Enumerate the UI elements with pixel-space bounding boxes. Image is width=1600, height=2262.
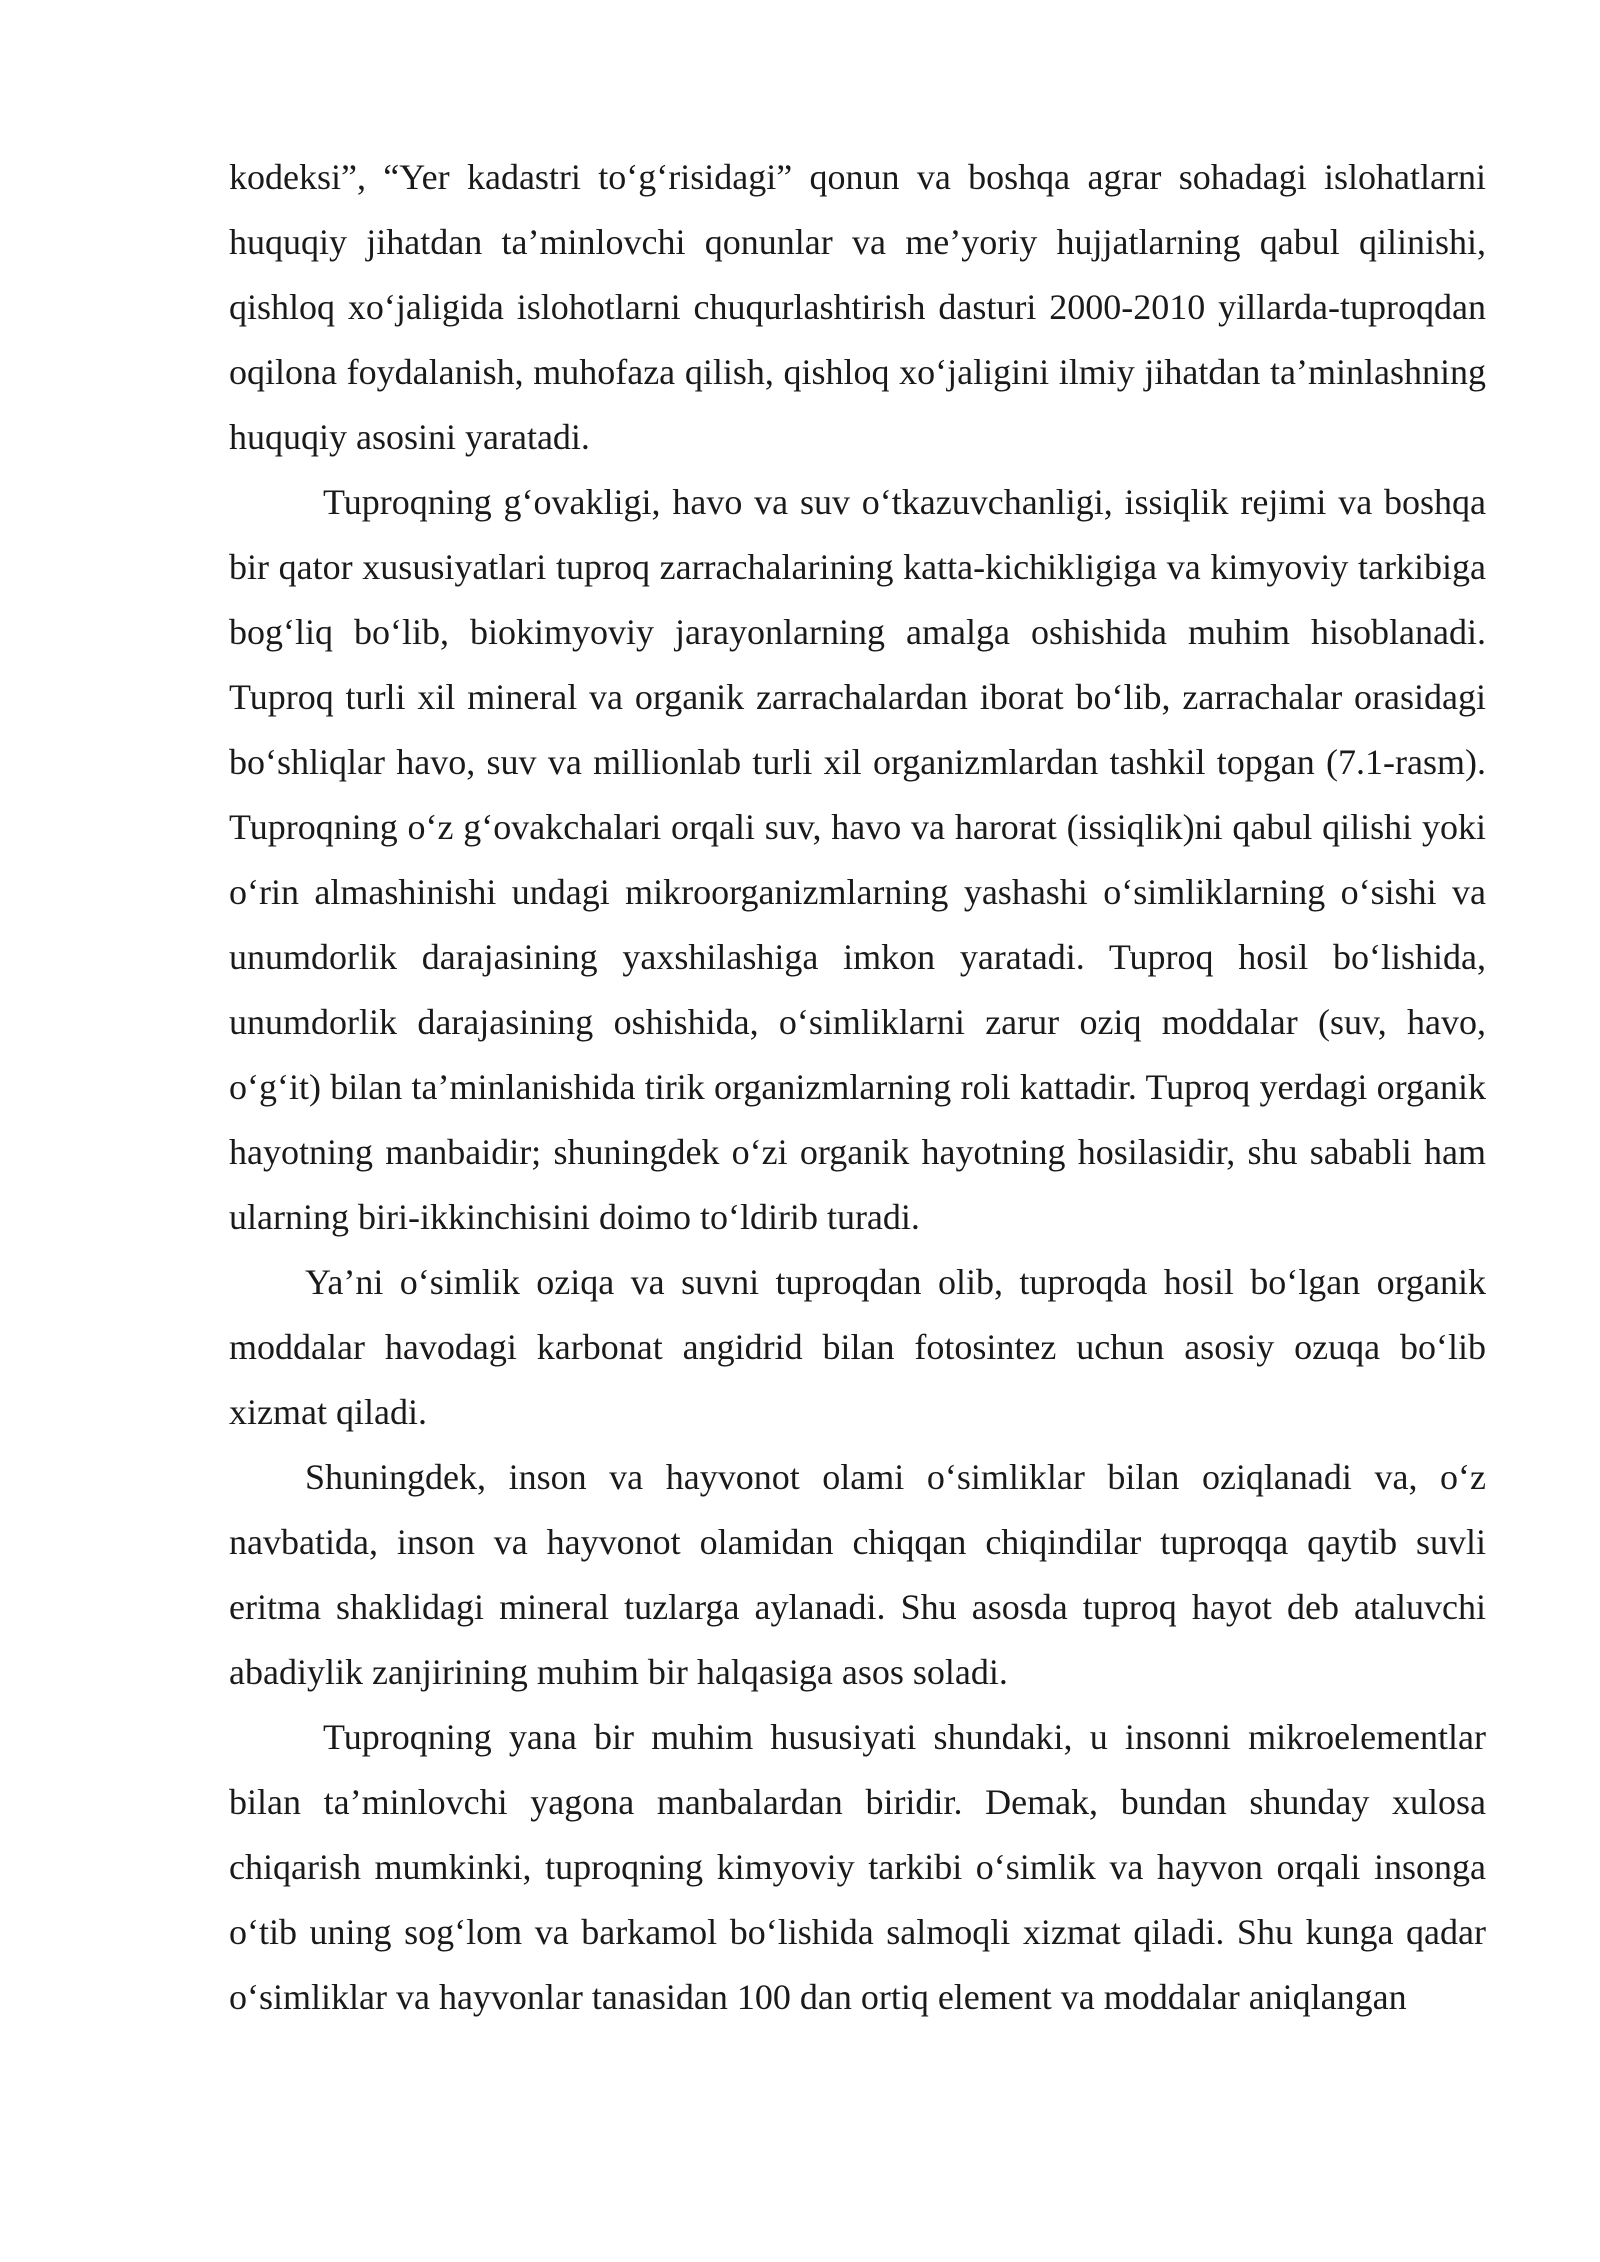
document-page — [229, 145, 1486, 2030]
paragraph-plant-nutrition: Ya’ni o‘simlik oziqa va suvni tuproqdan olib, tuproqda hosil bo‘lgan organik moddalar havodagi karbonat angidrid bilan fotosintez uchun asosiy ozuqa bo‘lib xizmat qiladi. — [229, 1262, 1486, 1432]
paragraph-life-cycle: Shuningdek, inson va hayvonot olami o‘simliklar bilan oziqlanadi va, o‘z navbatida, inson va hayvonot olamidan chiqqan chiqindilar tuproqqa qaytib suvli eritma shaklidagi mineral tuzlarga aylanadi. Shu asosda tuproq hayot deb ataluvchi abadiylik zanjirining muhim bir halqasiga asos soladi. — [229, 1457, 1486, 1692]
paragraph-microelements: Tuproqning yana bir muhim hususiyati shundaki, u insonni mikroelementlar bilan ta’minlovchi yagona manbalardan biridir. Demak, bundan shunday xulosa chiqarish mumkinki, tuproqning kimyoviy tarkibi o‘simlik va hayvon orqali insonga o‘tib uning sog‘lom va barkamol bo‘lishida salmoqli xizmat qiladi. Shu kunga qadar o‘simliklar va hayvonlar tanasidan 100 dan ortiq element va moddalar aniqlangan — [229, 1717, 1486, 2017]
paragraph-continuation: kodeksi”, “Yer kadastri to‘g‘risidagi” qonun va boshqa agrar sohadagi islohatlarni huquqiy jihatdan ta’minlovchi qonunlar va me’yoriy hujjatlarning qabul qilinishi, qishloq xo‘jaligida islohotlarni chuqurlashtirish dasturi 2000-2010 yillarda-tuproqdan oqilona foydalanish, muhofaza qilish, qishloq xo‘jaligini ilmiy jihatdan ta’minlashning huquqiy asosini yaratadi. — [229, 157, 1486, 457]
paragraph-soil-porosity: Tuproqning g‘ovakligi, havo va suv o‘tkazuvchanligi, issiqlik rejimi va boshqa bir qator xususiyatlari tuproq zarrachalarining katta-kichikligiga va kimyoviy tarkibiga bog‘liq bo‘lib, biokimyoviy jarayonlarning amalga oshishida muhim hisoblanadi. Tuproq turli xil mineral va organik zarrachalardan iborat bo‘lib, zarrachalar orasidagi bo‘shliqlar havo, suv va millionlab turli xil organizmlardan tashkil topgan (7.1-rasm). Tuproqning o‘z g‘ovakchalari orqali suv, havo va harorat (issiqlik)ni qabul qilishi yoki o‘rin almashinishi undagi mikroorganizmlarning yashashi o‘simliklarning o‘sishi va unumdorlik darajasining yaxshilashiga imkon yaratadi. Tuproq hosil bo‘lishida, unumdorlik darajasining oshishida, o‘simliklarni zarur oziq moddalar (suv, havo, o‘g‘it) bilan ta’minlanishida tirik organizmlarning roli kattadir. Tuproq yerdagi organik hayotning manbaidir; shuningdek o‘zi organik hayotning hosilasidir, shu sababli ham ularning biri-ikkinchisini doimo to‘ldirib turadi. — [229, 482, 1486, 1237]
